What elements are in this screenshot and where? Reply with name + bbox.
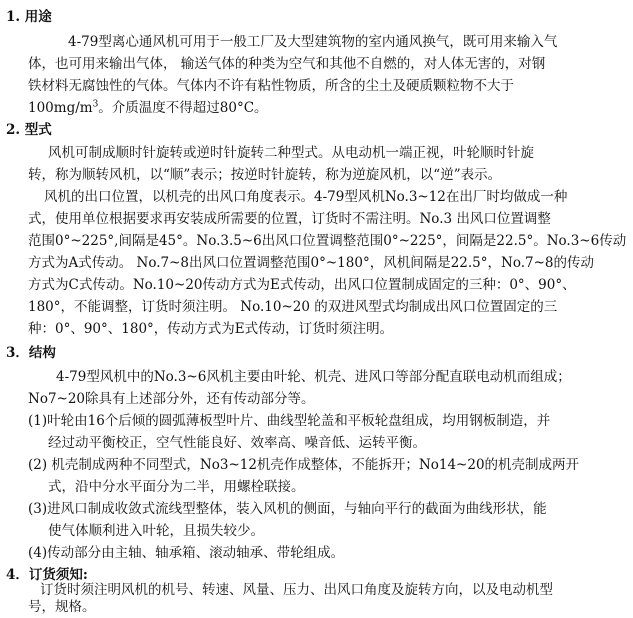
section-3-item-1-line-1: (1)叶轮由16个后倾的圆弧薄板型叶片、曲线型轮盖和平板轮盘组成，均用钢板制造，并 (28, 413, 551, 429)
dust-limit-superscript: 3 (92, 99, 99, 110)
section-2-line-4: 式，使用单位根据要求再安装成所需要的位置，订货时不需注明。No.3 出风口位置调整 (28, 211, 551, 227)
temperature-limit-text: 。介质温度不得超过80°C。 (98, 100, 268, 116)
dust-limit-text: 100mg/m (28, 100, 93, 116)
section-1-line-3: 铁材料无腐蚀性的气体。气体内不许有粘性物质，所含的尘土及硬质颗粒物不大于 (28, 78, 514, 94)
section-1-heading: 1. 用途 (6, 9, 52, 25)
section-3-heading: 3．结构 (6, 345, 56, 361)
section-4-line-2: 号，规格。 (28, 599, 96, 615)
section-1-line-4 (28, 97, 268, 119)
section-2-line-5: 范围0°~225°,间隔是45°。No.3.5~6出风口位置调整范围0°~225°，间隔是22.5°。No.3~6传动 (28, 233, 627, 249)
section-3-item-2-line-2: 式，沿中分水平面分为二半，用螺栓联接。 (48, 479, 305, 495)
section-2-line-2: 转，称为顺转风机，以“顺”表示；按逆时针旋转，称为逆旋风机，以“逆”表示。 (28, 167, 502, 183)
section-2-line-7: 方式为C式传动。No.10~20传动方式为E式传动，出风口位置制成固定的三种：0°、90°、 (28, 277, 576, 293)
section-2-line-8: 180°，不能调整，订货时须注明。 No.10~20 的双进风型式均制成出风口位置固定的三 (28, 299, 558, 315)
section-2-line-1: 风机可制成顺时针旋转或逆时针旋转二种型式。从电动机一端正视，叶轮顺时针旋 (48, 145, 534, 161)
section-3-item-1-line-2: 经过动平衡校正，空气性能良好、效率高、噪音低、运转平衡。 (48, 435, 426, 451)
section-3-item-3-line-1: (3)进风口制成收敛式流线型整体，装入风机的侧面，与轴向平行的截面为曲线形状，能 (28, 501, 547, 517)
section-1-line-1: 4-79型离心通风机可用于一般工厂及大型建筑物的室内通风换气，既可用来输入气 (68, 34, 558, 50)
section-3-item-4: (4)传动部分由主轴、轴承箱、滚动轴承、带轮组成。 (28, 545, 345, 561)
section-2-heading: 2. 型式 (6, 122, 52, 138)
section-4-line-1: 订货时须注明风机的机号、转速、风量、压力、出风口角度及旋转方向，以及电动机型 (40, 582, 553, 598)
section-2-line-6: 方式为A式传动。 No.7~8出风口位置调整范围0°~180°，风机间隔是22.5°，No.7~8的传动 (28, 255, 594, 271)
section-3-item-3-line-2: 使气体顺利进入叶轮，且损失较少。 (48, 523, 264, 539)
section-4-heading: 4．订货须知: (6, 567, 88, 583)
section-2-line-9: 种：0°、90°、180°，传动方式为E式传动，订货时须注明。 (28, 321, 394, 337)
section-3-item-2-line-1: (2) 机壳制成两种不同型式，No3~12机壳作成整体，不能拆开；No14~20的机壳制成两开 (28, 457, 580, 473)
section-2-line-3: 风机的出口位置，以机壳的出风口角度表示。4-79型风机No.3~12在出厂时均做成一种 (44, 189, 568, 205)
section-1-line-2: 体，也可用来输出气体， 输送气体的种类为空气和其他不自燃的，对人体无害的，对钢 (28, 56, 546, 72)
section-3-line-1: 4-79型风机中的No.3~6风机主要由叶轮、机壳、进风口等部分配直联电动机而组成； (56, 369, 571, 385)
section-3-line-2: No7~20除具有上述部分外，还有传动部分等。 (28, 391, 315, 407)
